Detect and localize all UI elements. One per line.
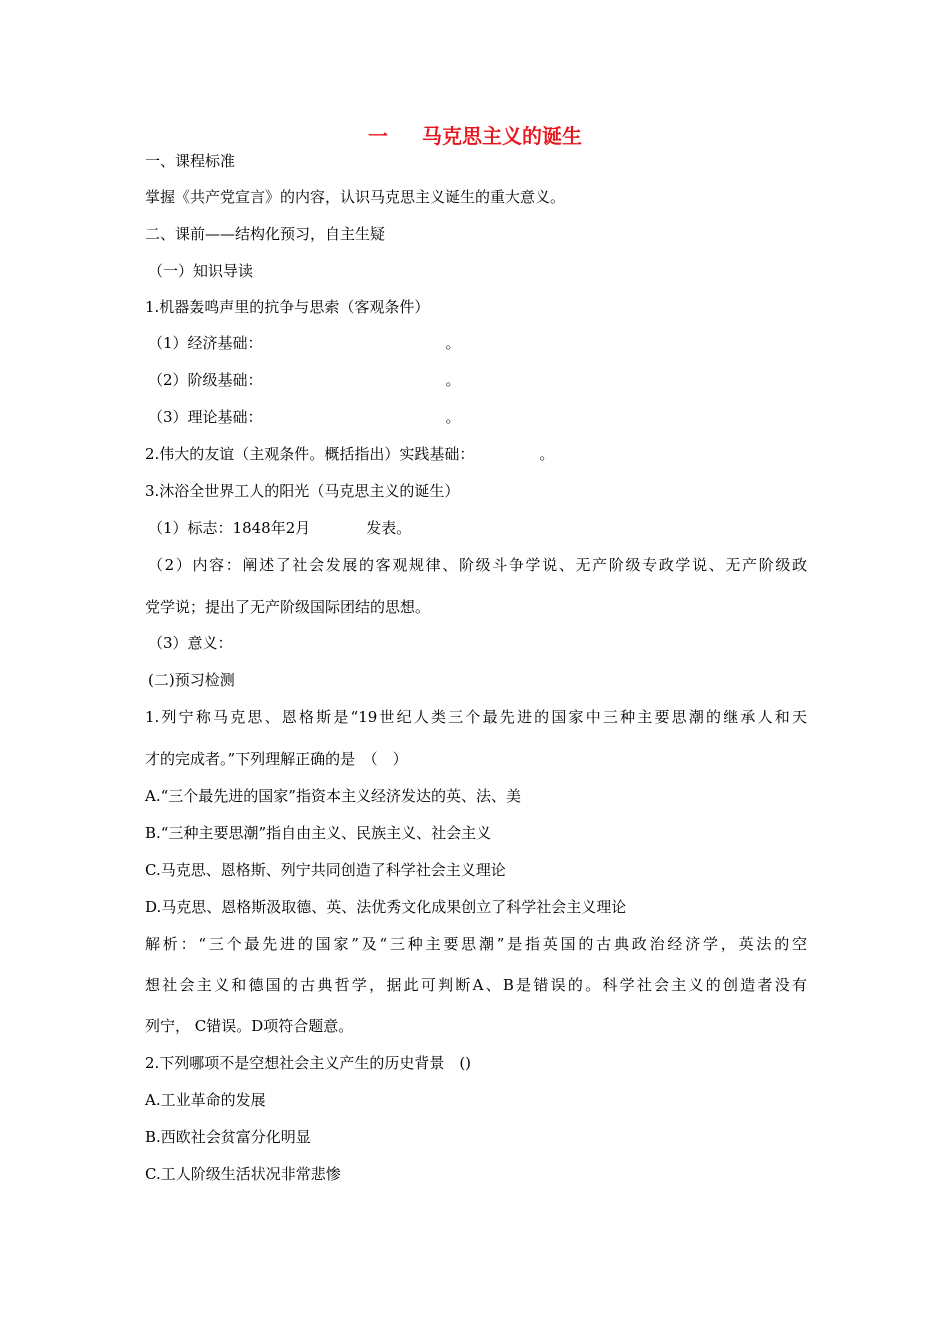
fill-line-class (148, 369, 813, 391)
analysis-line-1: 解析：“三个最先进的国家”及“三种主要思潮”是指英国的古典政治经济学，英法的空 (145, 935, 807, 953)
question-2-stem: 2.下列哪项不是空想社会主义产生的历史背景 () (145, 1054, 472, 1072)
fill-label: （1）标志：1848年2月 (148, 519, 311, 537)
question-1-stem: 1.列宁称马克思、恩格斯是“19世纪人类三个最先进的国家中三种主要思潮的继承人和天 (145, 708, 807, 726)
item-significance: （3）意义： (148, 634, 233, 652)
analysis-line-2: 想社会主义和德国的古典哲学，据此可判断A、B是错误的。科学社会主义的创造者没有 (145, 976, 807, 994)
fill-label: 2.伟大的友谊（主观条件。概括指出）实践基础： (145, 445, 475, 463)
question-2-option-c: C.工人阶级生活状况非常悲惨 (145, 1165, 341, 1183)
fill-end: 。 (445, 371, 461, 389)
question-1-option-a: A.“三个最先进的国家”指资本主义经济发达的英、法、美 (145, 787, 521, 805)
section-heading-standard: 一、课程标准 (145, 152, 236, 170)
question-1-option-b: B.“三种主要思潮”指自由主义、民族主义、社会主义 (145, 824, 492, 842)
question-1-option-c: C.马克思、恩格斯、列宁共同创造了科学社会主义理论 (145, 861, 506, 879)
question-2-option-a: A.工业革命的发展 (145, 1091, 266, 1109)
fill-label: （2）阶级基础： (148, 371, 263, 389)
section-heading-preview: 二、课前——结构化预习，自主生疑 (145, 225, 386, 243)
question-2-option-b: B.西欧社会贫富分化明显 (145, 1128, 311, 1146)
fill-line-economic (148, 332, 813, 354)
analysis-line-3: 列宁， C错误。D项符合题意。 (145, 1017, 354, 1035)
fill-end: 发表。 (366, 519, 412, 537)
item-heading-3: 3.沐浴全世界工人的阳光（马克思主义的诞生） (145, 482, 460, 500)
item-heading-1: 1.机器轰鸣声里的抗争与思索（客观条件） (145, 298, 430, 316)
paragraph-content: （2）内容：阐述了社会发展的客观规律、阶级斗争学说、无产阶级专政学说、无产阶级政 (148, 556, 807, 574)
subsection-heading-guide: （一）知识导读 (148, 262, 254, 280)
fill-label: （1）经济基础： (148, 334, 263, 352)
fill-end: 。 (445, 334, 461, 352)
fill-end: 。 (445, 408, 461, 426)
fill-line-practice (145, 443, 810, 465)
paragraph-standard: 掌握《共产党宣言》的内容，认识马克思主义诞生的重大意义。 (145, 188, 566, 206)
paragraph-content-cont: 党学说；提出了无产阶级国际团结的思想。 (145, 598, 431, 616)
title-number: 一 (368, 124, 388, 148)
fill-line-theory (148, 406, 813, 428)
question-1-option-d: D.马克思、恩格斯汲取德、英、法优秀文化成果创立了科学社会主义理论 (145, 898, 627, 916)
title-text: 马克思主义的诞生 (422, 124, 582, 148)
fill-label: （3）理论基础： (148, 408, 263, 426)
page-title (0, 122, 950, 150)
question-1-stem-cont: 才的完成者。”下列理解正确的是 （ ） (145, 750, 408, 768)
subsection-heading-check: (二)预习检测 (148, 671, 235, 689)
fill-end: 。 (539, 445, 555, 463)
fill-line-sign (148, 517, 813, 539)
